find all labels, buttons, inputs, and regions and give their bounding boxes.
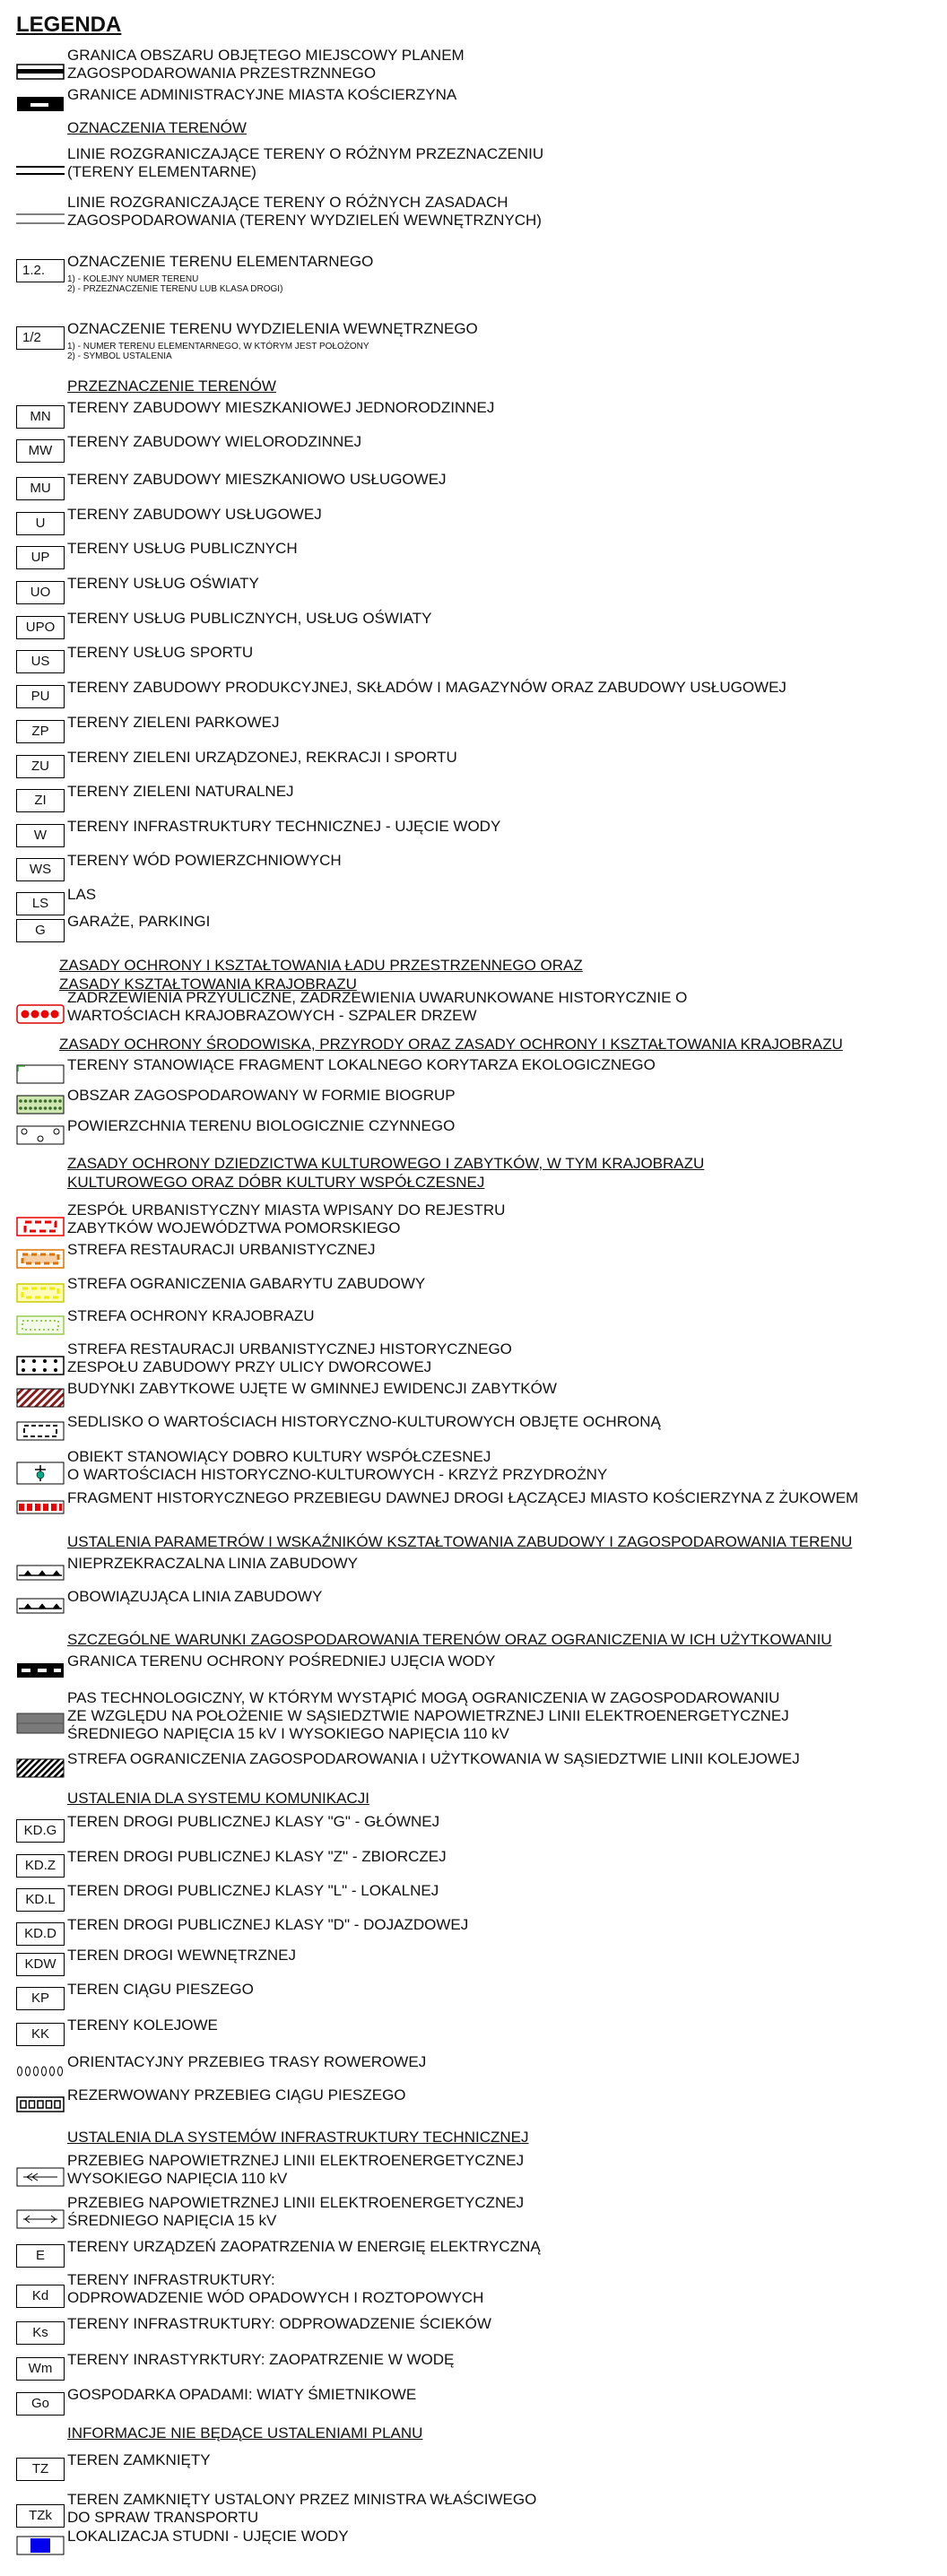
legend-item-label: TEREN DROGI PUBLICZNEJ KLASY "D" - DOJAZDOWEJ: [67, 1916, 469, 1933]
biogroup-symbol: [16, 1093, 65, 1116]
legend-code-box: 1.2.: [16, 259, 65, 282]
legend-item-label: TEREN ZAMKNIĘTY: [67, 2451, 211, 2468]
legend-item-label: TERENY INFRASTRUKTURY TECHNICZNEJ - UJĘCIE WODY: [67, 818, 501, 835]
legend-item-label: PRZEBIEG NAPOWIETRZNEJ LINII ELEKTROENERGETYCZNEJ: [67, 2152, 525, 2169]
legend-code-box: KD.L: [16, 1888, 65, 1912]
legend-item-label: LOKALIZACJA STUDNI - UJĘCIE WODY: [67, 2528, 349, 2545]
legend-code-box: ZP: [16, 720, 65, 743]
legend-item-label: (TERENY ELEMENTARNE): [67, 163, 256, 180]
legend-item-label: TEREN DROGI PUBLICZNEJ KLASY "G" - GŁÓWNEJ: [67, 1813, 440, 1830]
legend-item-label: ZAGOSPODAROWANIA (TERENY WYDZIELEŃ WEWNĘTRZNYCH): [67, 212, 542, 229]
black-dots-symbol: [16, 1354, 65, 1377]
orange-dash-symbol: [16, 1247, 65, 1271]
section-header-text: ZASADY OCHRONY ŚRODOWISKA, PRZYRODY ORAZ ZASADY OCHRONY I KSZTAŁTOWANIA KRAJOBRAZU: [59, 1036, 843, 1053]
legend-item-label: DO SPRAW TRANSPORTU: [67, 2509, 259, 2526]
section-header-text: OZNACZENIA TERENÓW: [67, 119, 247, 136]
grey-box-symbol: [16, 1712, 65, 1735]
legend-code-box: 1/2: [16, 326, 65, 350]
legend-item-label: SEDLISKO O WARTOŚCIACH HISTORYCZNO-KULTUROWYCH OBJĘTE OCHRONĄ: [67, 1413, 661, 1430]
section-header-text: ZASADY OCHRONY I KSZTAŁTOWANIA ŁADU PRZESTRZENNEGO ORAZ: [59, 957, 583, 974]
legend-code-box: KP: [16, 1987, 65, 2010]
section-header-text: USTALENIA DLA SYSTEMU KOMUNIKACJI: [67, 1790, 369, 1807]
legend-item-label: O WARTOŚCIACH HISTORYCZNO-KULTUROWYCH - KRZYŻ PRZYDROŻNY: [67, 1466, 608, 1483]
legend-item-label: TERENY STANOWIĄCE FRAGMENT LOKALNEGO KORYTARZA EKOLOGICZNEGO: [67, 1056, 656, 1073]
legend-code-box: PU: [16, 685, 65, 708]
section-header-text: ZASADY KSZTAŁTOWANIA KRAJOBRAZU: [59, 976, 357, 993]
section-header-text: PRZEZNACZENIE TERENÓW: [67, 377, 276, 395]
legend-item-label: WYSOKIEGO NAPIĘCIA 110 kV: [67, 2170, 288, 2187]
ped-symbol: [16, 2093, 65, 2116]
legend-item-label: TERENY ZIELENI NATURALNEJ: [67, 783, 294, 800]
legend-item-label: TERENY URZĄDZEŃ ZAOPATRZENIA W ENERGIĘ ELEKTRYCZNĄ: [67, 2238, 541, 2255]
legend-item-label: LINIE ROZGRANICZAJĄCE TERENY O RÓŻNYCH ZASADACH: [67, 194, 508, 211]
legend-item-label: STREFA OGRANICZENIA ZAGOSPODAROWANIA I UŻYTKOWANIA W SĄSIEDZTWIE LINII KOLEJOWEJ: [67, 1750, 800, 1767]
hatch-black-symbol: [16, 1756, 65, 1780]
legend-item-label: TERENY ZABUDOWY PRODUKCYJNEJ, SKŁADÓW I MAGAZYNÓW ORAZ ZABUDOWY USŁUGOWEJ: [67, 679, 786, 696]
dash-box-symbol: [16, 1419, 65, 1443]
legend-item-label: OBOWIĄZUJĄCA LINIA ZABUDOWY: [67, 1588, 323, 1605]
dotted-box-symbol: [16, 1062, 65, 1086]
red-dots-symbol: [16, 1002, 65, 1026]
legend-item-label: GRANICE ADMINISTRACYJNE MIASTA KOŚCIERZYNA: [67, 86, 457, 103]
legend-item-label: TERENY USŁUG SPORTU: [67, 644, 254, 661]
hatch-red-symbol: [16, 1386, 65, 1409]
water-line-symbol: [16, 1659, 65, 1682]
legend-code-box: US: [16, 650, 65, 673]
legend-item-label: ZESPÓŁ URBANISTYCZNY MIASTA WPISANY DO REJESTRU: [67, 1201, 506, 1219]
legend-item-label: TERENY USŁUG PUBLICZNYCH, USŁUG OŚWIATY: [67, 610, 432, 627]
legend-item-label: BUDYNKI ZABYTKOWE UJĘTE W GMINNEJ EWIDENCJI ZABYTKÓW: [67, 1380, 557, 1397]
legend-item-label: GOSPODARKA OPADAMI: WIATY ŚMIETNIKOWE: [67, 2386, 417, 2403]
legend-item-label: NIEPRZEKRACZALNA LINIA ZABUDOWY: [67, 1555, 359, 1572]
legend-item-label: TERENY WÓD POWIERZCHNIOWYCH: [67, 852, 342, 869]
legend-item-label: TERENY ZABUDOWY MIESZKANIOWO USŁUGOWEJ: [67, 471, 447, 488]
legend-item-label: STREFA OGRANICZENIA GABARYTU ZABUDOWY: [67, 1275, 426, 1292]
legend-code-box: UP: [16, 546, 65, 569]
section-header-text: INFORMACJE NIE BĘDĄCE USTALENIAMI PLANU: [67, 2424, 423, 2442]
legend-item-label: ORIENTACYJNY PRZEBIEG TRASY ROWEROWEJ: [67, 2053, 427, 2070]
legend-code-box: Kd: [16, 2285, 65, 2308]
yellow-dash-symbol: [16, 1281, 65, 1305]
section-header-text: SZCZEGÓLNE WARUNKI ZAGOSPODAROWANIA TERENÓW ORAZ OGRANICZENIA W ICH UŻYTKOWANIU: [67, 1631, 832, 1648]
legend-item-note: 1) - KOLEJNY NUMER TERENU: [67, 274, 199, 284]
legend-code-box: U: [16, 512, 65, 535]
legend-code-box: MN: [16, 405, 65, 429]
legend-code-box: TZ: [16, 2458, 65, 2481]
power110-symbol: [16, 2165, 65, 2189]
legend-code-box: UPO: [16, 616, 65, 639]
legend-code-box: WS: [16, 858, 65, 881]
legend-item-label: TERENY ZABUDOWY USŁUGOWEJ: [67, 506, 322, 523]
legend-code-box: ZU: [16, 755, 65, 778]
legend-code-box: W: [16, 824, 65, 847]
legend-code-box: MU: [16, 477, 65, 500]
legend-item-label: ZESPOŁU ZABUDOWY PRZY ULICY DWORCOWEJ: [67, 1358, 432, 1375]
section-header-text: USTALENIA PARAMETRÓW I WSKAŹNIKÓW KSZTAŁTOWANIA ZABUDOWY I ZAGOSPODAROWANIA TERENU: [67, 1533, 853, 1550]
legend-item-label: ŚREDNIEGO NAPIĘCIA 15 kV: [67, 2212, 277, 2229]
legend-item-label: WARTOŚCIACH KRAJOBRAZOWYCH - SZPALER DRZEW: [67, 1007, 477, 1024]
legend-item-label: TERENY USŁUG PUBLICZNYCH: [67, 540, 298, 557]
legend-item-label: TERENY ZIELENI URZĄDZONEJ, REKRACJI I SPORTU: [67, 749, 457, 766]
section-header-text: KULTUROWEGO ORAZ DÓBR KULTURY WSPÓŁCZESNEJ: [67, 1174, 485, 1191]
legend-code-box: KD.G: [16, 1819, 65, 1843]
red-line-symbol: [16, 1496, 65, 1519]
legend-item-label: STREFA RESTAURACJI URBANISTYCZNEJ HISTORYCZNEGO: [67, 1340, 512, 1357]
legend-item-label: ŚREDNIEGO NAPIĘCIA 15 kV I WYSOKIEGO NAPIĘCIA 110 kV: [67, 1725, 509, 1742]
legend-code-box: KD.Z: [16, 1854, 65, 1878]
legend-item-label: STREFA OCHRONY KRAJOBRAZU: [67, 1307, 315, 1324]
legend-code-box: Wm: [16, 2357, 65, 2381]
single-line-symbol: [16, 159, 65, 182]
legend-item-label: OBSZAR ZAGOSPODAROWANY W FORMIE BIOGRUP: [67, 1087, 456, 1104]
legend-code-box: TZk: [16, 2504, 65, 2528]
legend-item-label: TEREN DROGI PUBLICZNEJ KLASY "L" - LOKALNEJ: [67, 1882, 439, 1899]
legend-code-box: MW: [16, 439, 65, 463]
legend-item-label: GARAŻE, PARKINGI: [67, 913, 211, 930]
legend-item-label: TEREN ZAMKNIĘTY USTALONY PRZEZ MINISTRA WŁAŚCIWEGO: [67, 2491, 537, 2508]
legend-code-box: UO: [16, 581, 65, 604]
legend-item-label: LAS: [67, 886, 97, 903]
legend-code-box: ZI: [16, 789, 65, 812]
legend-item-label: TERENY ZABUDOWY WIELORODZINNEJ: [67, 433, 362, 450]
legend-item-label: TERENY INFRASTRUKTURY:: [67, 2271, 275, 2288]
legend-item-label: ODPROWADZENIE WÓD OPADOWYCH I ROZTOPOWYCH: [67, 2289, 484, 2306]
thin-double-symbol: [16, 207, 65, 230]
legend-item-label: PAS TECHNOLOGICZNY, W KTÓRYM WYSTĄPIĆ MOGĄ OGRANICZENIA W ZAGOSPODAROWANIU: [67, 1689, 780, 1706]
circles-symbol: [16, 1123, 65, 1147]
legend-item-label: TERENY INFRASTRUKTURY: ODPROWADZENIE ŚCIEKÓW: [67, 2315, 491, 2332]
legend-item-label: GRANICA OBSZARU OBJĘTEGO MIEJSCOWY PLANEM: [67, 47, 465, 64]
legend-code-box: Go: [16, 2392, 65, 2416]
double-line-symbol: [16, 60, 65, 83]
section-header-text: USTALENIA DLA SYSTEMÓW INFRASTRUKTURY TECHNICZNEJ: [67, 2129, 529, 2146]
legend-item-label: OZNACZENIE TERENU ELEMENTARNEGO: [67, 253, 374, 270]
legend-code-box: Ks: [16, 2321, 65, 2345]
legend-code-box: G: [16, 919, 65, 942]
legend-code-box: LS: [16, 892, 65, 915]
power15-symbol: [16, 2207, 65, 2231]
legend-item-label: TEREN DROGI PUBLICZNEJ KLASY "Z" - ZBIORCZEJ: [67, 1848, 447, 1865]
legend-item-label: ZAGOSPODAROWANIA PRZESTRZNNEGO: [67, 65, 377, 82]
admin-line-symbol: [16, 92, 65, 116]
legend-code-box: E: [16, 2244, 65, 2268]
legend-item-label: TERENY ZABUDOWY MIESZKANIOWEJ JEDNORODZINNEJ: [67, 399, 495, 416]
legend-item-label: GRANICA TERENU OCHRONY POŚREDNIEJ UJĘCIA WODY: [67, 1652, 496, 1670]
legend-code-box: KK: [16, 2023, 65, 2046]
legend-item-note: 2) - PRZEZNACZENIE TERENU LUB KLASA DROGI): [67, 284, 283, 294]
legend-item-label: OZNACZENIE TERENU WYDZIELENIA WEWNĘTRZNEGO: [67, 320, 478, 337]
legend-item-label: OBIEKT STANOWIĄCY DOBRO KULTURY WSPÓŁCZESNEJ: [67, 1448, 491, 1465]
legend-item-label: STREFA RESTAURACJI URBANISTYCZNEJ: [67, 1241, 376, 1258]
legend-item-label: ZADRZEWIENIA PRZYULICZNE, ZADRZEWIENIA UWARUNKOWANE HISTORYCZNIE O: [67, 989, 688, 1006]
legend-item-label: ZABYTKÓW WOJEWÓDZTWA POMORSKIEGO: [67, 1219, 401, 1236]
legend-code-box: KDW: [16, 1953, 65, 1976]
legend-item-label: POWIERZCHNIA TERENU BIOLOGICZNIE CZYNNEGO: [67, 1117, 456, 1134]
section-header-text: ZASADY OCHRONY DZIEDZICTWA KULTUROWEGO I ZABYTKÓW, W TYM KRAJOBRAZU: [67, 1155, 705, 1172]
legend-item-label: LINIE ROZGRANICZAJĄCE TERENY O RÓŻNYM PRZEZNACZENIU: [67, 145, 544, 162]
legend-item-note: 1) - NUMER TERENU ELEMENTARNEGO, W KTÓRYM JEST POŁOŻONY: [67, 342, 369, 351]
bike-symbol: [16, 2060, 65, 2083]
legend-code-box: KD.D: [16, 1922, 65, 1946]
legend-item-label: ZE WZGLĘDU NA POŁOŻENIE W SĄSIEDZTWIE NAPOWIETRZNEJ LINII ELEKTROENERGETYCZNEJ: [67, 1707, 789, 1724]
build-line-symbol: [16, 1561, 65, 1584]
legend-item-label: TEREN DROGI WEWNĘTRZNEJ: [67, 1947, 296, 1964]
legend-item-label: PRZEBIEG NAPOWIETRZNEJ LINII ELEKTROENERGETYCZNEJ: [67, 2194, 525, 2211]
blue-symbol: [16, 2534, 65, 2557]
legend-item-label: REZERWOWANY PRZEBIEG CIĄGU PIESZEGO: [67, 2086, 406, 2103]
green-dash-symbol: [16, 1314, 65, 1337]
legend-title: LEGENDA: [16, 13, 122, 37]
build-line-symbol: [16, 1594, 65, 1618]
legend-item-label: TEREN CIĄGU PIESZEGO: [67, 1981, 254, 1998]
legend-item-label: TERENY ZIELENI PARKOWEJ: [67, 714, 280, 731]
red-dash-symbol: [16, 1215, 65, 1238]
cross-symbol: [16, 1461, 65, 1485]
legend-item-label: FRAGMENT HISTORYCZNEGO PRZEBIEGU DAWNEJ DROGI ŁĄCZĄCEJ MIASTO KOŚCIERZYNA Z ŻUKOWEM: [67, 1489, 859, 1506]
legend-item-label: TERENY INRASTYRKTURY: ZAOPATRZENIE W WODĘ: [67, 2351, 455, 2368]
legend-item-label: TERENY KOLEJOWE: [67, 2017, 218, 2034]
legend-item-label: TERENY USŁUG OŚWIATY: [67, 575, 259, 592]
legend-item-note: 2) - SYMBOL USTALENIA: [67, 351, 172, 361]
